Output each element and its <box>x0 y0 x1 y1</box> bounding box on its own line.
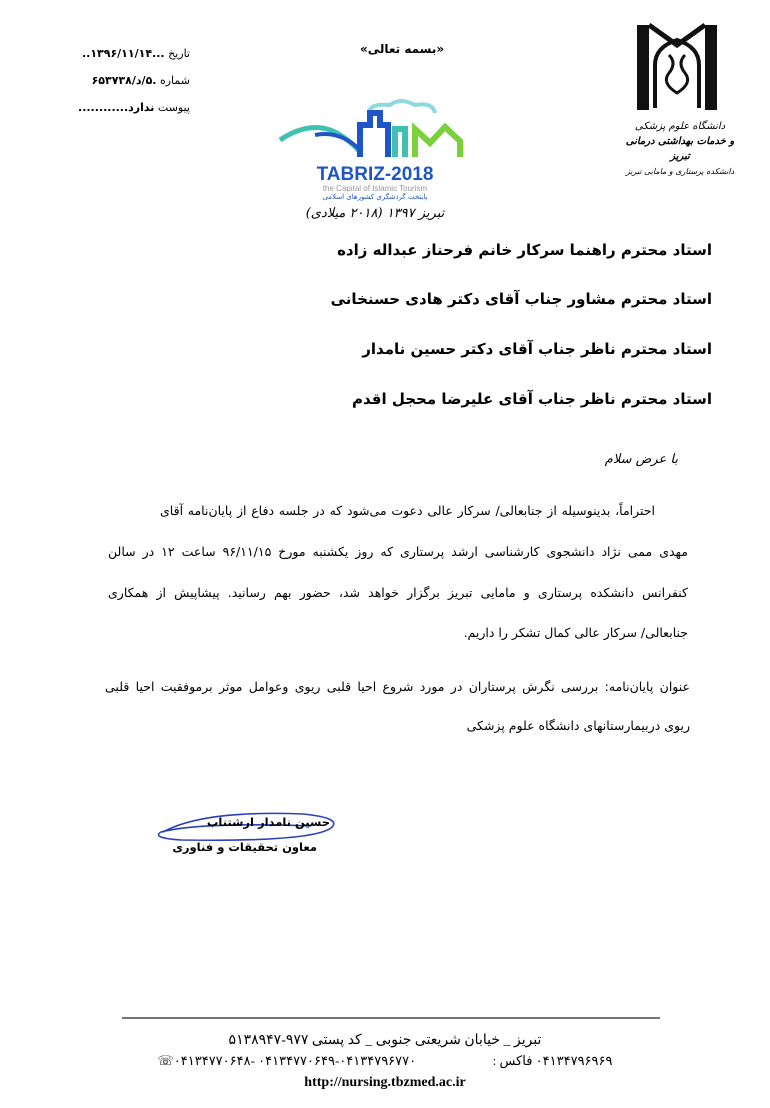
body-line: احتراماً، بدینوسیله از جنابعالی/ سرکار عالی دعوت می‌شود که در جلسه دفاع از پایان‌نامه آقای <box>160 503 655 518</box>
addressee-advisor: استاد محترم راهنما سرکار خانم فرحناز عبداله زاده <box>337 241 712 259</box>
date-row <box>60 40 190 67</box>
tabriz-title: TABRIZ-2018 <box>316 164 434 185</box>
greeting: با عرض سلام <box>604 452 678 467</box>
university-logo <box>615 20 745 179</box>
footer-contacts <box>0 1053 770 1069</box>
attachment-row <box>60 94 190 121</box>
footer-fax: ۰۴۱۳۴۷۹۶۹۶۹ <box>535 1053 613 1068</box>
skyline-icon <box>275 95 475 167</box>
thesis-title-line: عنوان پایان‌نامه: بررسی نگرش پرستاران در مورد شروع احیا قلبی ریوی وعوامل موثر برموفقیت احیا قلبی <box>105 679 690 694</box>
letter-meta <box>60 40 190 121</box>
number-value: .۵/د/۶۵۳۷۳۸ <box>91 74 157 87</box>
thesis-title-line: ریوی دربیمارستانهای دانشگاه علوم پزشکی <box>466 718 690 733</box>
footer-divider <box>122 1017 660 1019</box>
body-line: مهدی ممی نژاد دانشجوی کارشناسی ارشد پرستاری که روز یکشنبه مورخ ۹۶/۱۱/۱۵ ساعت ۱۲ در سالن <box>108 544 689 559</box>
body-line: جنابعالی/ سرکار عالی کمال تشکر را داریم. <box>463 625 688 640</box>
attachment-value: ندارد............ <box>78 101 155 114</box>
footer-phones: ۰۴۱۳۴۷۷۰۶۴۸- ۰۴۱۳۴۷۷۰۶۴۹-۰۴۱۳۴۷۹۶۷۷۰ <box>173 1053 417 1068</box>
tabriz-persian-subtitle: پایتخت گردشگری کشورهای اسلامی <box>322 193 428 201</box>
university-emblem-icon <box>627 20 727 115</box>
addressee-consultant: استاد محترم مشاور جناب آقای دکتر هادی حسنخانی <box>330 290 712 308</box>
footer-fax-label: فاکس : <box>492 1053 533 1068</box>
date-label: تاریخ <box>168 47 190 60</box>
tabriz-2018-logo <box>275 95 475 221</box>
attachment-label: پیوست <box>157 101 190 114</box>
number-row <box>60 67 190 94</box>
footer-address: تبریز _ خیابان شریعتی جنوبی _ کد پستی ۹۷۷-۵۱۳۸۹۴۷ <box>228 1033 542 1048</box>
university-name-line3: دانشکده پرستاری و مامایی تبریز <box>625 167 735 176</box>
addressee-examiner-1: استاد محترم ناظر جناب آقای دکتر حسین نامدار <box>362 340 712 358</box>
university-name-line1: دانشگاه علوم پزشکی <box>634 121 726 132</box>
phone-icon: ☏ <box>157 1053 174 1068</box>
university-name-line2: و خدمات بهداشتی درمانی تبریز <box>625 136 735 162</box>
body-line: کنفرانس دانشکده پرستاری و مامایی تبریز برگزار خواهد شد، حضور بهم رسانید. پیشاپیش از همکاری <box>108 585 688 600</box>
tabriz-subtitle: the Capital of Islamic Tourism <box>322 184 428 193</box>
addressee-examiner-2: استاد محترم ناظر جناب آقای علیرضا محجل اقدم <box>351 390 712 408</box>
date-value: ...۱۳۹۶/۱۱/۱۴.. <box>81 47 165 60</box>
signatory-name: حسین نامدار ارشتناب <box>206 815 330 829</box>
bismillah: «بسمه تعالی» <box>360 42 445 56</box>
footer-website[interactable]: http://nursing.tbzmed.ac.ir <box>304 1075 466 1090</box>
number-label: شماره <box>159 74 190 87</box>
signatory-title: معاون تحقیقات و فناوری <box>172 840 317 854</box>
tabriz-caption: تبریز ۱۳۹۷ (۲۰۱۸ میلادی) <box>305 206 445 221</box>
